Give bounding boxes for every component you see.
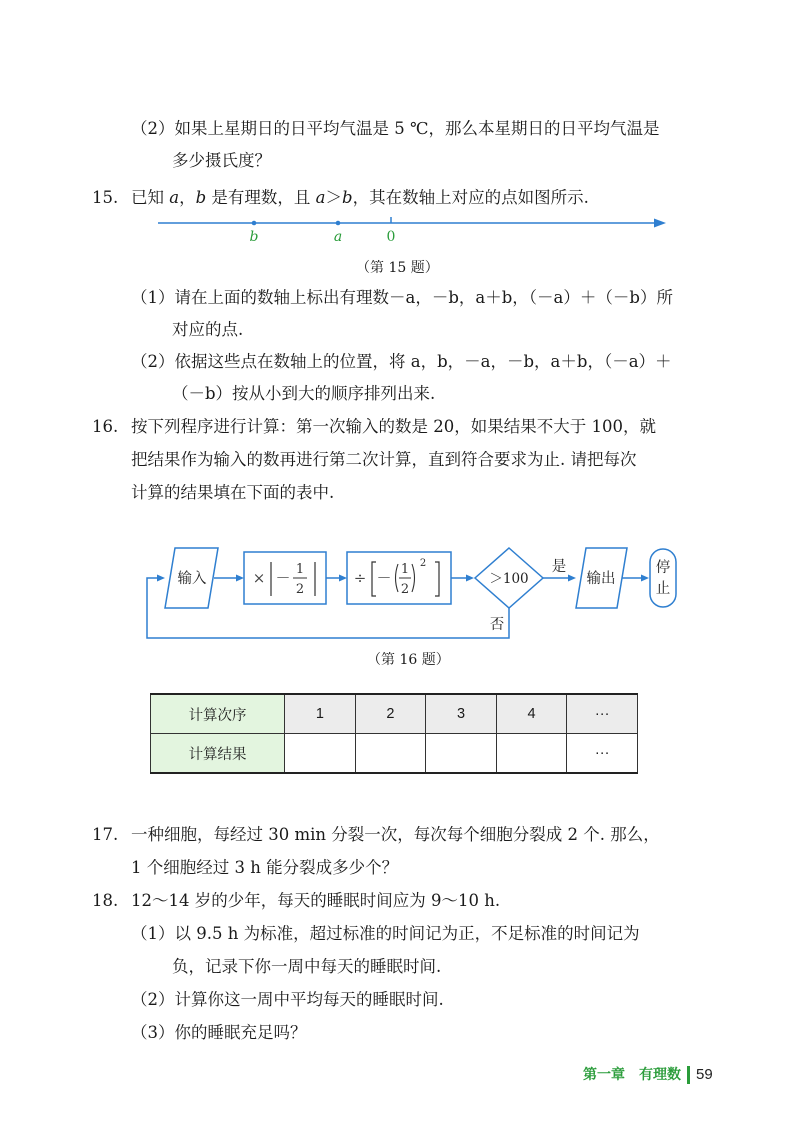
result-header: 计算结果 [151, 734, 285, 774]
p17-line2: 1 个细胞经过 3 h 能分裂成多少个？ [131, 858, 399, 877]
arrowhead-3 [466, 575, 474, 582]
p14-part2-line2: 多少摄氏度？ [172, 151, 271, 170]
p17-number: 17. [92, 825, 119, 844]
divide-sign: ÷ [353, 569, 367, 587]
result-cell[interactable] [285, 734, 356, 774]
p16-line2: 把结果作为输入的数再进行第二次计算，直到符合要求为止. 请把每次 [131, 450, 637, 469]
result-ellipsis: ··· [567, 734, 638, 774]
p18-number: 18. [92, 891, 119, 910]
decision-label: ＞100 [489, 571, 529, 587]
results-table [150, 693, 638, 774]
op2-denominator: 2 [400, 582, 410, 597]
op2-exponent: 2 [419, 558, 427, 569]
p16-number: 16. [92, 417, 119, 436]
stop-label-2: 止 [655, 581, 671, 597]
paren-right [412, 564, 415, 592]
op1-minus: － [275, 569, 291, 587]
stop-label-1: 停 [655, 560, 671, 576]
p18-part2: （2）计算你这一周中平均每天的睡眠时间. [131, 990, 444, 1009]
p18-part1-line1: （1）以 9.5 h 为标准，超过标准的时间记为正，不足标准的时间记为 [131, 924, 640, 943]
page-number: 59 [696, 1066, 713, 1083]
label-zero: 0 [386, 229, 396, 245]
p18-part3: （3）你的睡眠充足吗？ [131, 1023, 307, 1042]
order-cell: 3 [426, 694, 497, 734]
result-cell[interactable] [355, 734, 426, 774]
op2-numerator: 1 [400, 562, 410, 577]
no-label: 否 [489, 617, 505, 633]
op2-minus: － [376, 569, 392, 587]
input-label: 输入 [177, 571, 207, 587]
arrowhead-2 [339, 575, 347, 582]
arrowhead-loop [157, 575, 165, 582]
point-a [336, 221, 341, 226]
bracket-left [372, 562, 376, 596]
p17-line1: 一种细胞，每经过 30 min 分裂一次，每次每个细胞分裂成 2 个. 那么， [131, 825, 660, 844]
p15-part2-line1: （2）依据这些点在数轴上的位置，将 a，b，－a，－b，a＋b，（－a）＋ [131, 352, 672, 371]
table-row [151, 694, 638, 734]
p16-caption: （第 16 题） [367, 652, 450, 668]
p16-line1: 按下列程序进行计算：第一次输入的数是 20，如果结果不大于 100，就 [131, 417, 656, 436]
order-cell: 2 [355, 694, 426, 734]
order-ellipsis: ··· [567, 694, 638, 734]
point-b [252, 221, 257, 226]
arrowhead-yes [568, 575, 576, 582]
op1-numerator: 1 [295, 562, 305, 577]
chapter-title: 第一章 有理数 [583, 1066, 681, 1082]
stop-box [650, 549, 676, 607]
arrowhead-4 [641, 575, 649, 582]
output-label: 输出 [586, 571, 616, 587]
p15-part2-line2: （－b）按从小到大的顺序排列出来. [172, 384, 436, 403]
order-header: 计算次序 [151, 694, 285, 734]
p18-line1: 12～14 岁的少年，每天的睡眠时间应为 9～10 h. [131, 891, 501, 910]
label-a: a [333, 229, 343, 245]
paren-left [396, 564, 399, 592]
p16-line3: 计算的结果填在下面的表中. [131, 483, 335, 502]
arrowhead-1 [236, 575, 244, 582]
result-cell[interactable] [426, 734, 497, 774]
label-b: b [249, 229, 259, 245]
table-row [151, 734, 638, 774]
times-sign: × [252, 569, 266, 587]
p15-stem: 已知 a，b 是有理数，且 a＞b，其在数轴上对应的点如图所示. [131, 188, 589, 207]
p18-part1-line2: 负，记录下你一周中每天的睡眠时间. [172, 957, 442, 976]
page-footer [583, 1062, 713, 1086]
op1-denominator: 2 [295, 582, 305, 597]
result-cell[interactable] [496, 734, 567, 774]
p15-number: 15. [92, 188, 119, 207]
yes-label: 是 [551, 559, 567, 575]
order-cell: 1 [285, 694, 356, 734]
axis-arrowhead [654, 219, 666, 228]
p15-part1-line1: （1）请在上面的数轴上标出有理数－a，－b，a＋b，（－a）＋（－b）所 [131, 288, 673, 307]
flowchart [140, 540, 700, 650]
order-cell: 4 [496, 694, 567, 734]
p15-caption: （第 15 题） [356, 260, 439, 276]
p14-part2-line1: （2）如果上星期日的日平均气温是 5 ℃，那么本星期日的日平均气温是 [131, 119, 660, 138]
footer-divider [687, 1066, 690, 1084]
bracket-right [435, 562, 439, 596]
number-line-figure [150, 210, 680, 250]
p15-part1-line2: 对应的点. [172, 320, 244, 339]
